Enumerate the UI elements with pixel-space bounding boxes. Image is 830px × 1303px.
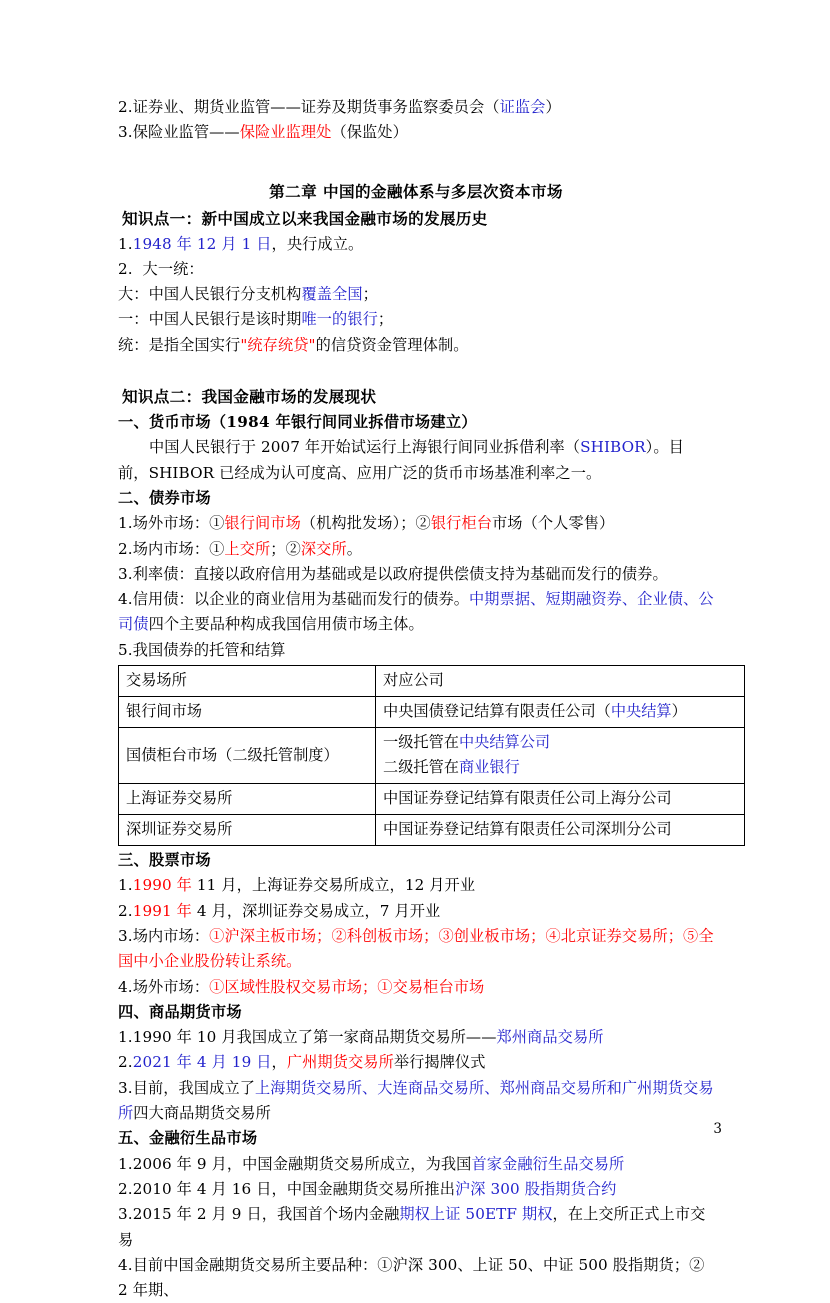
text-run: 唯一的银行 <box>301 310 378 329</box>
section-spacer <box>118 358 714 384</box>
text-line <box>118 587 714 638</box>
text-run: ①沪深主板市场；②科创板市场；③创业板市场；④北京证券交易所；⑤全国中小企业股份转让系统。 <box>118 926 714 971</box>
text-run: 1.场外市场：① <box>118 514 225 533</box>
text-run: 沪深 300 股指期货合约 <box>454 1179 617 1198</box>
table-cell-subline <box>383 786 737 811</box>
text-run: 上交所 <box>224 539 271 558</box>
page-number: 3 <box>713 1121 722 1137</box>
text-run: 中期票据、短期融资券、企业债、公司债 <box>118 590 714 634</box>
text-run: "统存统贷" <box>240 335 316 354</box>
text-line <box>118 1025 714 1050</box>
text-line <box>118 511 714 536</box>
text-run: 3.场内市场： <box>118 926 210 945</box>
text-run: 统：是指全国实行 <box>118 335 241 354</box>
text-line <box>118 924 714 975</box>
text-run: ①区域性股权交易市场；①交易柜台市场 <box>209 977 485 996</box>
text-run: 中央结算 <box>610 702 672 721</box>
section-heading: 五、金融衍生品市场 <box>118 1129 258 1148</box>
table-header-cell: 对应公司 <box>376 666 745 697</box>
table-row <box>119 728 745 784</box>
text-run: 深圳证券交易所 <box>126 820 233 839</box>
table-header-row <box>119 666 745 697</box>
text-line <box>118 307 714 332</box>
section-heading: 四、商品期货市场 <box>118 1002 242 1021</box>
text-run: 中央结算公司 <box>458 733 551 752</box>
text-run: 3.利率债：直接以政府信用为基础或是以政府提供偿债支持为基础而发行的债券。 <box>118 564 668 583</box>
text-line <box>118 282 714 307</box>
text-line <box>118 899 714 924</box>
text-run: 2.场内市场：① <box>118 539 225 558</box>
table-cell-venue <box>119 728 376 784</box>
text-run: 郑州商品交易所 <box>496 1028 604 1047</box>
text-line <box>118 435 714 486</box>
text-run: 3.目前，我国成立了 <box>118 1078 255 1097</box>
table-cell-subline <box>383 699 737 724</box>
text-line <box>118 1076 714 1127</box>
text-run: ） <box>545 98 561 116</box>
text-line <box>118 257 714 282</box>
text-run: ）。目前，SHIBOR 已经成为认可度高、应用广泛的货币市场基准利率之一。 <box>118 438 684 482</box>
text-run: 四个主要品种构成我国信用债市场主体。 <box>148 615 424 634</box>
text-run: 2.2010 年 4 月 16 日，中国金融期货交易所推出 <box>118 1179 455 1198</box>
text-run: 4.目前中国金融期货交易所主要品种：①沪深 300、上证 50、中证 500 股指期货；②2 年期、 <box>118 1255 705 1300</box>
text-run: ； <box>362 285 378 304</box>
text-run: 1990 年 <box>132 876 192 895</box>
text-run: 一级托管在 <box>383 733 459 752</box>
table-cell-venue <box>119 784 376 815</box>
section-heading: 三、股票市场 <box>118 851 211 870</box>
text-run: 市场（个人零售） <box>492 514 615 533</box>
section-heading: 二、债券市场 <box>118 488 211 507</box>
text-run: 1.2006 年 9 月，中国金融期货交易所成立，为我国 <box>118 1154 472 1173</box>
text-run: 1. <box>118 876 133 895</box>
text-run: 举行揭牌仪式 <box>393 1053 486 1072</box>
text-run: 二级托管在 <box>383 758 459 777</box>
text-run: 1.1990 年 10 月我国成立了第一家商品期货交易所—— <box>118 1028 497 1047</box>
text-run: 证监会 <box>499 98 546 116</box>
text-line <box>118 638 714 663</box>
text-line <box>118 537 714 562</box>
knowledge-point-2-body <box>118 410 714 663</box>
text-line <box>118 873 714 898</box>
text-run: （保监处） <box>331 123 408 142</box>
text-run: 5.我国债券的托管和结算 <box>118 640 286 659</box>
text-run: 1991 年 <box>132 901 192 920</box>
text-run: 中央国债登记结算有限责任公司（ <box>383 702 611 721</box>
table-cell-subline <box>383 817 737 842</box>
text-run: 1. <box>118 234 133 253</box>
text-run: 2021 年 4 月 19 日 <box>132 1053 272 1072</box>
text-run: 期权上证 50ETF 期权 <box>399 1205 553 1224</box>
text-run: 上海期货交易所、大连商品交易所、郑州商品交易所和广州期货交易所 <box>118 1078 714 1123</box>
text-run: 覆盖全国 <box>301 285 363 304</box>
table-header-cell: 交易场所 <box>119 666 376 697</box>
text-run: 中国人民银行于 2007 年开始试运行上海银行间同业拆借利率（ <box>149 438 581 457</box>
text-run: 的信贷资金管理体制。 <box>315 335 469 354</box>
table-cell-company <box>376 728 745 784</box>
text-run: 4.信用债：以企业的商业信用为基础而发行的债券。 <box>118 590 470 609</box>
text-line <box>118 562 714 587</box>
knowledge-point-1-body <box>118 232 714 358</box>
text-run: 四大商品期货交易所 <box>133 1104 271 1123</box>
chapter-title: 第二章 中国的金融体系与多层次资本市场 <box>269 181 563 201</box>
text-run: ； <box>377 310 394 329</box>
text-line <box>118 1177 714 1202</box>
knowledge-point-1-heading: 知识点一：新中国成立以来我国金融市场的发展历史 <box>122 208 488 228</box>
text-run: （机构批发场）；② <box>300 514 431 533</box>
text-run: 银行柜台 <box>430 514 493 533</box>
text-line <box>118 1253 714 1303</box>
knowledge-point-2-heading: 知识点二：我国金融市场的发展现状 <box>122 387 377 407</box>
text-run: ，央行成立。 <box>271 234 364 253</box>
post-table-sections <box>118 848 714 1303</box>
text-run: ， <box>271 1053 287 1072</box>
text-run: 2. <box>118 901 133 920</box>
text-run: 深交所 <box>300 539 347 558</box>
text-line <box>118 120 714 145</box>
table-cell-subline <box>383 730 737 755</box>
text-run: ） <box>671 702 687 721</box>
text-run: 。 <box>346 539 363 558</box>
table-row <box>119 815 745 846</box>
table-row <box>119 784 745 815</box>
table-cell-company <box>376 815 745 846</box>
text-run: 首家金融衍生品交易所 <box>471 1154 625 1173</box>
text-run: 2. <box>118 1053 133 1072</box>
text-line <box>118 1050 714 1075</box>
table-cell-subline <box>383 755 737 780</box>
custody-settlement-table <box>118 665 745 846</box>
text-line <box>118 333 714 358</box>
text-run: 2. 大一统： <box>118 259 204 278</box>
text-run: ，在上交所正式上市交易 <box>118 1205 706 1249</box>
table-cell-company <box>376 697 745 728</box>
table-cell-venue <box>119 815 376 846</box>
text-line <box>118 1202 714 1253</box>
table-row <box>119 697 745 728</box>
text-run: 银行间市场 <box>126 702 202 721</box>
text-run: 上海证券交易所 <box>126 789 233 808</box>
text-run: 广州期货交易所 <box>286 1053 394 1072</box>
text-run: 4 月，深圳证券交易成立，7 月开业 <box>191 901 441 920</box>
text-line <box>118 232 714 257</box>
text-run: 银行间市场 <box>224 514 301 533</box>
text-line <box>118 1152 714 1177</box>
text-run: 11 月，上海证券交易所成立，12 月开业 <box>191 876 476 895</box>
text-run: 4.场外市场： <box>118 977 210 996</box>
text-run: 中国证券登记结算有限责任公司上海分公司 <box>383 789 672 808</box>
text-run: 国债柜台市场（二级托管制度） <box>126 745 339 764</box>
text-run: 2.证券业、期货业监管——证券及期货事务监察委员会（ <box>118 98 500 116</box>
page-content <box>118 95 714 1303</box>
top-items-block <box>118 95 714 146</box>
text-run: 保险业监理处 <box>239 123 332 142</box>
text-run: 大：中国人民银行分支机构 <box>118 285 302 304</box>
text-line <box>118 975 714 1000</box>
text-run: SHIBOR <box>580 438 646 457</box>
section-heading: 一、货币市场（1984 年银行间同业拆借市场建立） <box>118 413 477 432</box>
text-run: 1948 年 12 月 1 日 <box>132 234 272 253</box>
table-cell-company <box>376 784 745 815</box>
text-run: 中国证券登记结算有限责任公司深圳分公司 <box>383 820 672 839</box>
text-run: 商业银行 <box>458 758 520 777</box>
text-run: ；② <box>270 539 301 558</box>
table-cell-venue <box>119 697 376 728</box>
text-run: 一：中国人民银行是该时期 <box>118 310 302 329</box>
text-run: 3.保险业监管—— <box>118 123 240 142</box>
text-run: 3.2015 年 2 月 9 日，我国首个场内金融 <box>118 1205 400 1224</box>
text-line <box>118 95 714 120</box>
